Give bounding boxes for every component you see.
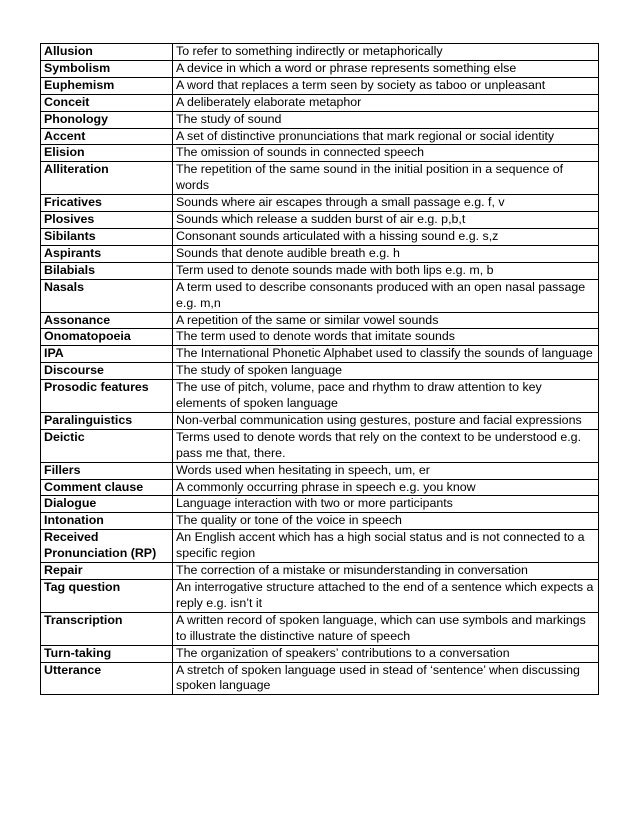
definition-cell: A written record of spoken language, which can use symbols and markings to illustrate the distinctive nature of speech [173,612,599,645]
term-cell: Sibilants [41,228,173,245]
term-cell: Elision [41,145,173,162]
term-cell: Prosodic features [41,380,173,413]
term-cell: IPA [41,346,173,363]
definition-cell: Words used when hesitating in speech, um, er [173,462,599,479]
table-row [41,429,599,462]
term-cell: Onomatopoeia [41,329,173,346]
table-row [41,279,599,312]
term-cell: Symbolism [41,60,173,77]
definition-cell: The repetition of the same sound in the initial position in a sequence of words [173,162,599,195]
table-row [41,128,599,145]
term-cell: Turn-taking [41,645,173,662]
table-row [41,462,599,479]
table-row [41,380,599,413]
table-row [41,513,599,530]
table-row [41,111,599,128]
definition-cell: An English accent which has a high social status and is not connected to a specific region [173,530,599,563]
glossary-table [40,43,599,695]
definition-cell: An interrogative structure attached to the end of a sentence which expects a reply e.g. isn’t it [173,580,599,613]
term-cell: Accent [41,128,173,145]
definition-cell: Non-verbal communication using gestures, posture and facial expressions [173,412,599,429]
definition-cell: Sounds which release a sudden burst of air e.g. p,b,t [173,212,599,229]
term-cell: Bilabials [41,262,173,279]
table-row [41,479,599,496]
table-row [41,162,599,195]
table-row [41,228,599,245]
term-cell: Paralinguistics [41,412,173,429]
term-cell: Fillers [41,462,173,479]
definition-cell: The use of pitch, volume, pace and rhythm to draw attention to key elements of spoken language [173,380,599,413]
term-cell: Alliteration [41,162,173,195]
definition-cell: Terms used to denote words that rely on the context to be understood e.g. pass me that, there. [173,429,599,462]
definition-cell: A repetition of the same or similar vowel sounds [173,312,599,329]
term-cell: Aspirants [41,245,173,262]
term-cell: Allusion [41,44,173,61]
table-row [41,94,599,111]
glossary-body [41,44,599,695]
definition-cell: A term used to describe consonants produced with an open nasal passage e.g. m,n [173,279,599,312]
table-row [41,44,599,61]
definition-cell: The organization of speakers’ contributions to a conversation [173,645,599,662]
table-row [41,195,599,212]
term-cell: Intonation [41,513,173,530]
table-row [41,212,599,229]
term-cell: Conceit [41,94,173,111]
table-row [41,612,599,645]
definition-cell: The term used to denote words that imitate sounds [173,329,599,346]
definition-cell: The quality or tone of the voice in speech [173,513,599,530]
definition-cell: A commonly occurring phrase in speech e.g. you know [173,479,599,496]
table-row [41,60,599,77]
definition-cell: To refer to something indirectly or metaphorically [173,44,599,61]
definition-cell: Consonant sounds articulated with a hissing sound e.g. s,z [173,228,599,245]
definition-cell: Language interaction with two or more participants [173,496,599,513]
definition-cell: The study of spoken language [173,363,599,380]
term-cell: Assonance [41,312,173,329]
definition-cell: Sounds that denote audible breath e.g. h [173,245,599,262]
term-cell: Received Pronunciation (RP) [41,530,173,563]
table-row [41,662,599,695]
table-row [41,346,599,363]
term-cell: Euphemism [41,77,173,94]
definition-cell: The omission of sounds in connected speech [173,145,599,162]
table-row [41,262,599,279]
term-cell: Dialogue [41,496,173,513]
term-cell: Comment clause [41,479,173,496]
table-row [41,580,599,613]
term-cell: Utterance [41,662,173,695]
term-cell: Discourse [41,363,173,380]
table-row [41,245,599,262]
table-row [41,363,599,380]
term-cell: Transcription [41,612,173,645]
term-cell: Deictic [41,429,173,462]
definition-cell: A stretch of spoken language used in stead of ‘sentence’ when discussing spoken language [173,662,599,695]
table-row [41,329,599,346]
table-row [41,563,599,580]
definition-cell: A word that replaces a term seen by society as taboo or unpleasant [173,77,599,94]
definition-cell: The International Phonetic Alphabet used to classify the sounds of language [173,346,599,363]
term-cell: Repair [41,563,173,580]
term-cell: Fricatives [41,195,173,212]
definition-cell: Term used to denote sounds made with both lips e.g. m, b [173,262,599,279]
table-row [41,412,599,429]
table-row [41,145,599,162]
definition-cell: A set of distinctive pronunciations that mark regional or social identity [173,128,599,145]
definition-cell: A device in which a word or phrase represents something else [173,60,599,77]
definition-cell: Sounds where air escapes through a small passage e.g. f, v [173,195,599,212]
definition-cell: The study of sound [173,111,599,128]
table-row [41,496,599,513]
term-cell: Phonology [41,111,173,128]
table-row [41,312,599,329]
definition-cell: A deliberately elaborate metaphor [173,94,599,111]
table-row [41,530,599,563]
term-cell: Nasals [41,279,173,312]
definition-cell: The correction of a mistake or misunderstanding in conversation [173,563,599,580]
term-cell: Plosives [41,212,173,229]
table-row [41,645,599,662]
term-cell: Tag question [41,580,173,613]
table-row [41,77,599,94]
